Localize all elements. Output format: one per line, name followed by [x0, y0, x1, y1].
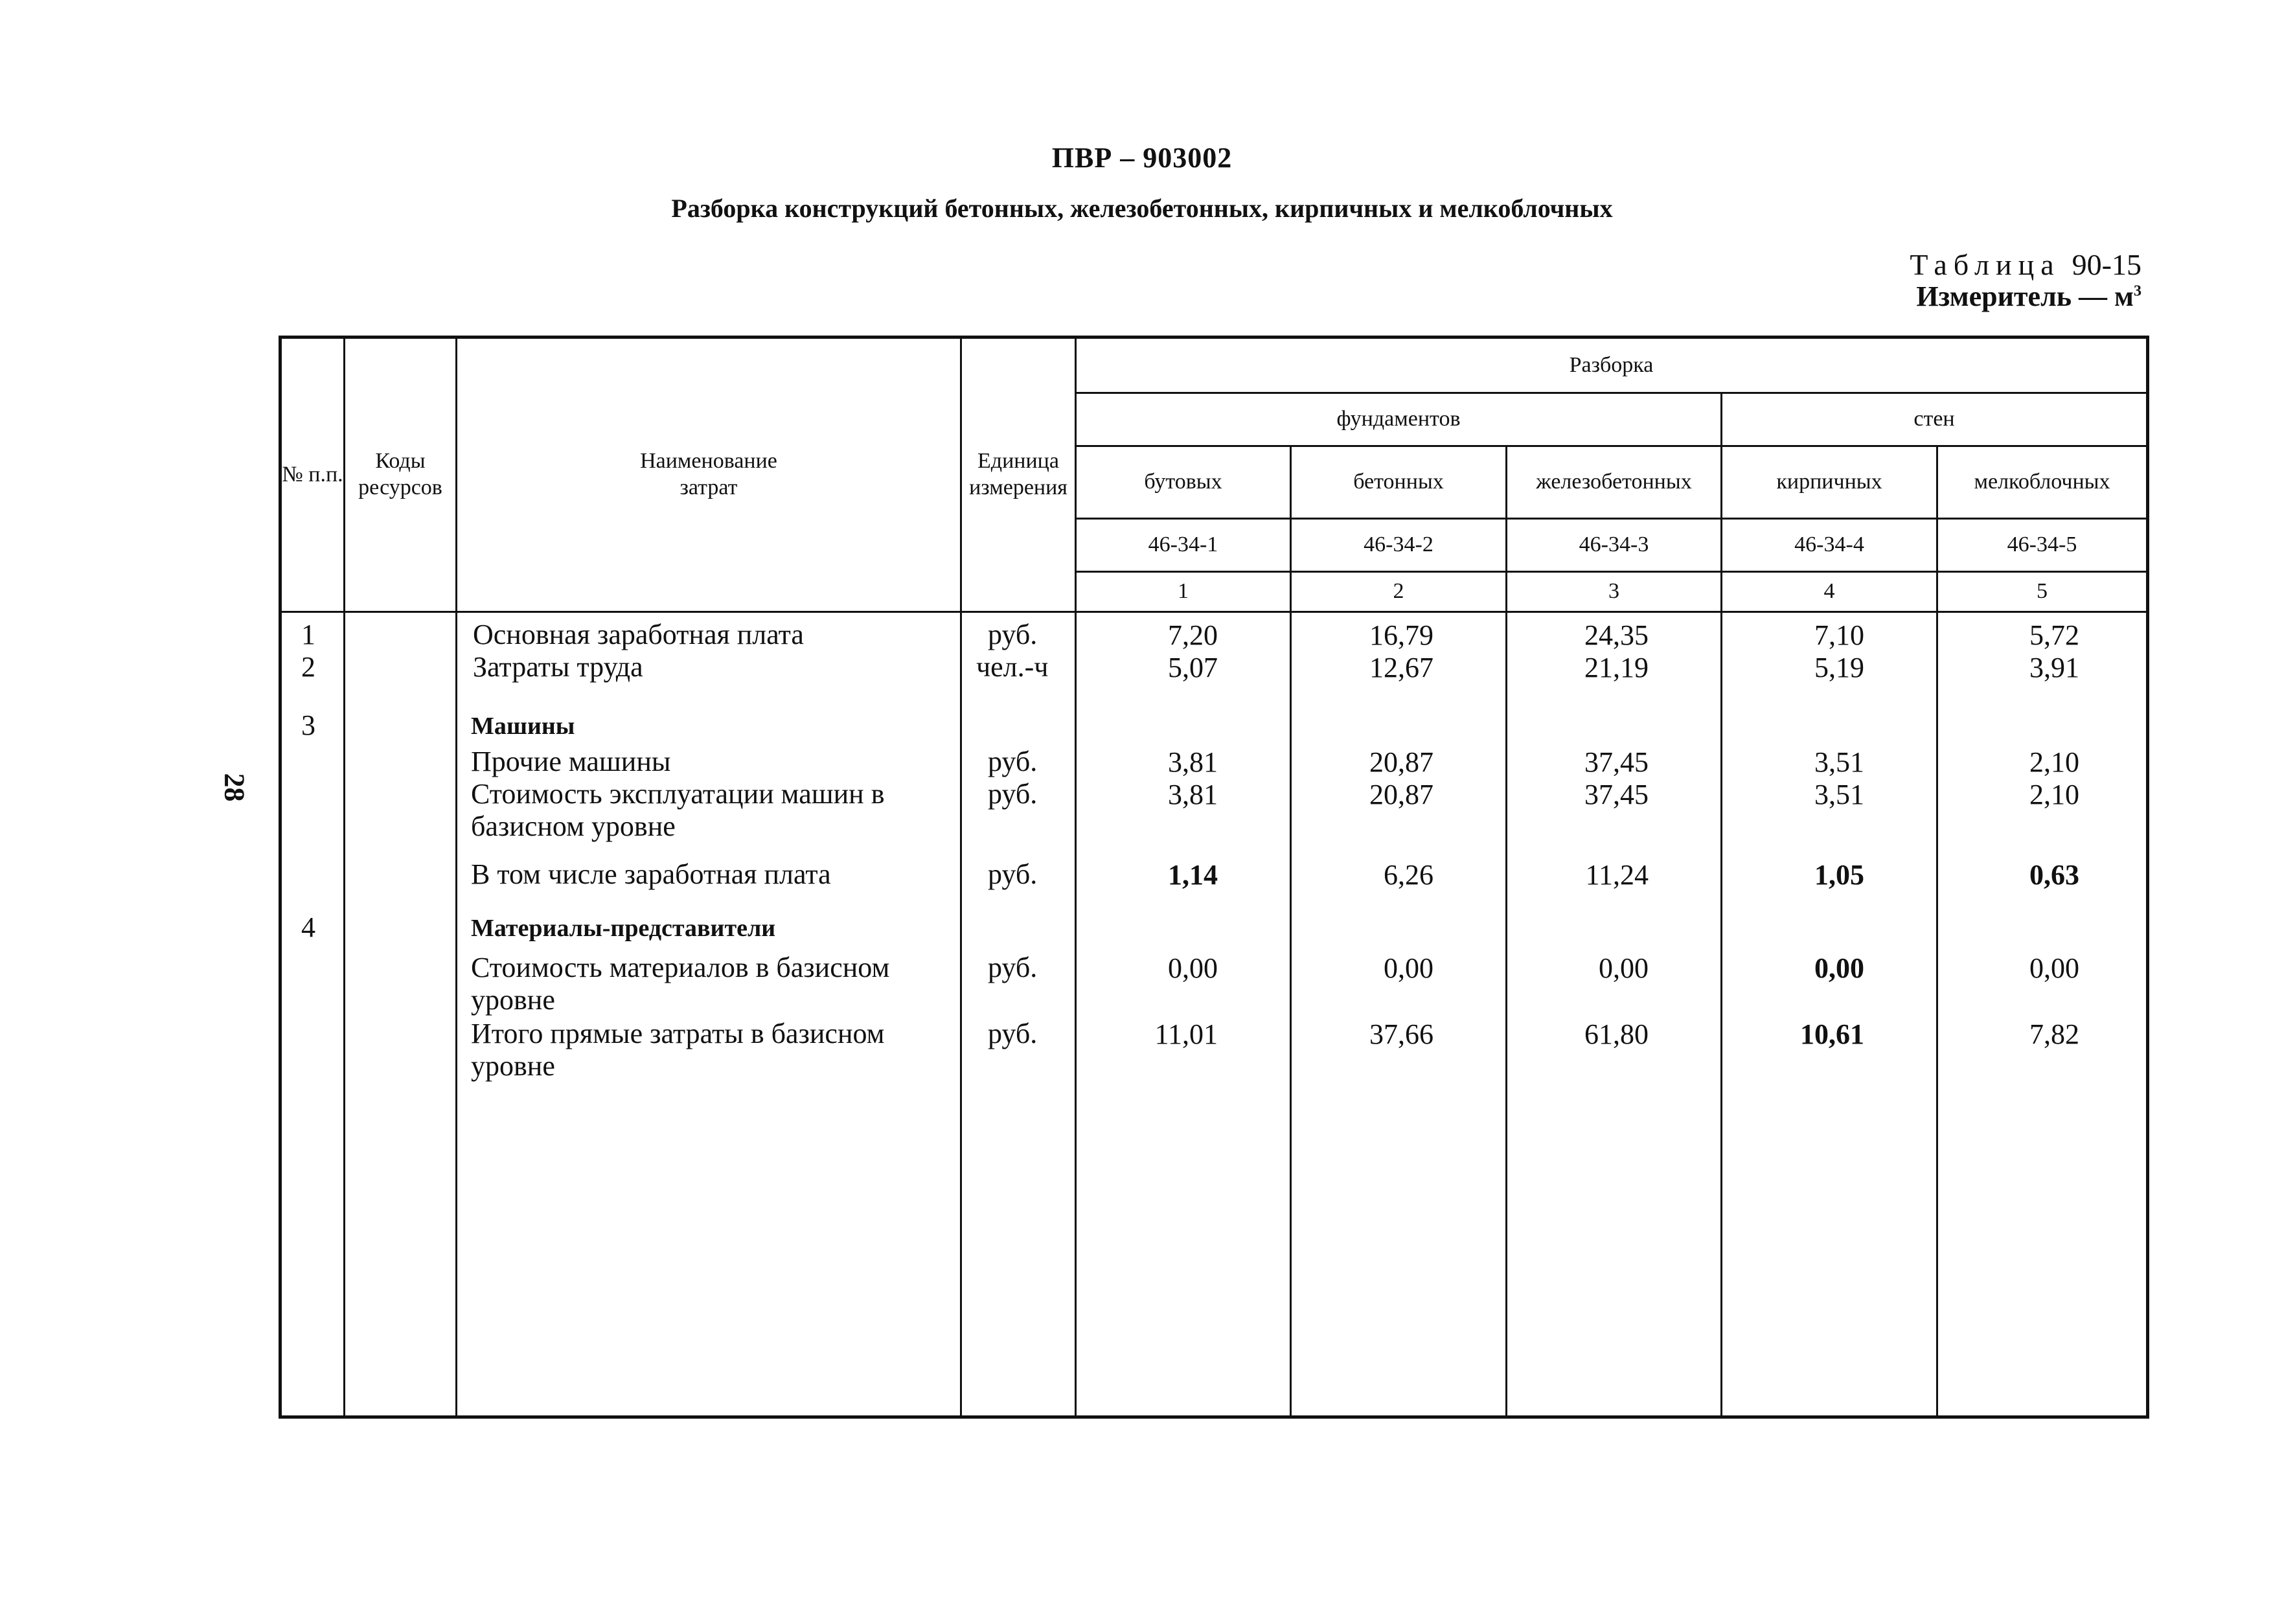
row-value: 0,00: [1168, 952, 1218, 984]
row-name-line1: Итого прямые затраты в базисном: [471, 1018, 885, 1049]
header-type: бетонных: [1353, 470, 1444, 494]
row-name: Основная заработная плата: [473, 619, 804, 650]
row-value: 3,91: [2029, 652, 2079, 683]
row-value: 7,20: [1168, 619, 1218, 651]
row-value: 2,10: [2029, 779, 2079, 810]
table-label-word: Таблица: [1910, 248, 2061, 281]
row-value: 5,72: [2029, 619, 2079, 651]
header-rate-code: 46-34-4: [1794, 532, 1864, 557]
page-number: 28: [218, 773, 251, 802]
row-name-line2: уровне: [471, 984, 555, 1016]
row-value: 11,01: [1154, 1018, 1218, 1050]
row-unit: руб.: [988, 858, 1038, 890]
row-value: 24,35: [1584, 619, 1649, 651]
row-value: 21,19: [1584, 652, 1649, 683]
row-value: 11,24: [1585, 859, 1649, 891]
row-name-line2: уровне: [471, 1050, 555, 1082]
header-foundations: фундаментов: [1336, 407, 1461, 431]
row-name-line1: Стоимость материалов в базисном: [471, 952, 890, 983]
row-value: 2,10: [2029, 746, 2079, 778]
row-value: 0,63: [2029, 859, 2079, 891]
header-rate-code: 46-34-3: [1579, 532, 1649, 557]
row-value: 6,26: [1384, 859, 1433, 891]
row-value: 3,81: [1168, 779, 1218, 810]
header-type: железобетонных: [1536, 470, 1692, 494]
header-num: № п.п.: [282, 462, 343, 486]
table-number: 90-15: [2072, 248, 2141, 281]
row-value: 5,19: [1814, 652, 1864, 683]
header-unit: Единица измерения: [969, 449, 1068, 499]
row-value: 37,45: [1584, 746, 1649, 778]
header-walls: стен: [1913, 407, 1955, 431]
header-type: мелкоблочных: [1974, 470, 2110, 494]
row-name: Затраты труда: [473, 651, 643, 683]
row-value: 37,66: [1369, 1018, 1433, 1050]
row-value: 0,00: [1599, 952, 1649, 984]
row-value: 0,00: [1814, 952, 1864, 984]
row-value: 7,82: [2029, 1018, 2079, 1050]
row-name: Прочие машины: [471, 746, 671, 777]
row-value: 61,80: [1584, 1018, 1649, 1050]
row-unit: руб.: [988, 746, 1038, 777]
header-col-index: 5: [2037, 579, 2048, 604]
unit-label-text: Измеритель — м: [1916, 280, 2134, 312]
row-num: 2: [301, 651, 315, 683]
row-divider: [282, 611, 2146, 613]
document-code: ПВР – 903002: [1051, 142, 1233, 174]
row-value: 0,00: [2029, 952, 2079, 984]
row-value: 37,45: [1584, 779, 1649, 810]
row-value: 5,07: [1168, 652, 1218, 683]
row-value: 7,10: [1814, 619, 1864, 651]
row-num: 3: [301, 709, 315, 741]
header-col-index: 4: [1823, 579, 1835, 604]
row-value: 3,51: [1814, 746, 1864, 778]
header-col-index: 3: [1608, 579, 1619, 604]
row-unit: руб.: [988, 778, 1038, 810]
unit-label-superscript: 3: [2134, 282, 2141, 300]
document-title: Разборка конструкций бетонных, железобетонных, кирпичных и мелкоблочных: [671, 194, 1613, 223]
row-value: 20,87: [1369, 779, 1433, 810]
cost-table: [279, 336, 2149, 1419]
row-unit: руб.: [988, 952, 1038, 983]
header-type: бутовых: [1144, 470, 1222, 494]
header-name: Наименование затрат: [640, 449, 777, 499]
row-name: В том числе заработная плата: [471, 858, 831, 890]
row-num: 1: [301, 619, 315, 650]
row-num: 4: [301, 911, 315, 943]
row-value: 0,00: [1384, 952, 1433, 984]
row-value: 1,14: [1168, 859, 1218, 891]
unit-label: [1916, 280, 2141, 313]
section-heading: Машины: [471, 713, 575, 740]
header-rate-code: 46-34-1: [1148, 532, 1218, 557]
header-col-index: 1: [1178, 579, 1189, 604]
row-value: 3,51: [1814, 779, 1864, 810]
row-value: 10,61: [1800, 1018, 1864, 1050]
row-value: 3,81: [1168, 746, 1218, 778]
table-label: [1910, 247, 2141, 282]
row-value: 20,87: [1369, 746, 1433, 778]
row-unit: чел.-ч: [976, 651, 1049, 683]
header-group: Разборка: [1569, 352, 1654, 377]
header-rate-code: 46-34-2: [1364, 532, 1433, 557]
header-rate-code: 46-34-5: [2007, 532, 2077, 557]
header-codes: Коды ресурсов: [358, 449, 442, 499]
row-unit: руб.: [988, 619, 1038, 650]
row-unit: руб.: [988, 1018, 1038, 1049]
row-name-line2: базисном уровне: [471, 810, 676, 842]
row-name-line1: Стоимость эксплуатации машин в: [471, 778, 885, 810]
row-value: 16,79: [1369, 619, 1433, 651]
header-type: кирпичных: [1776, 470, 1882, 494]
header-col-index: 2: [1393, 579, 1404, 604]
row-value: 12,67: [1369, 652, 1433, 683]
row-value: 1,05: [1814, 859, 1864, 891]
section-heading: Материалы-представители: [471, 915, 776, 942]
